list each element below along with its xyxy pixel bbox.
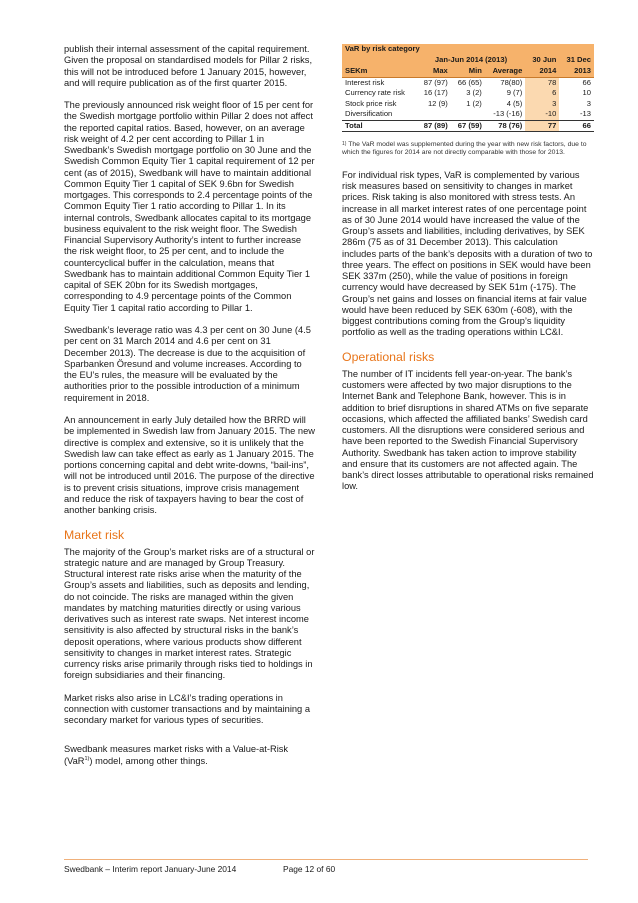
paragraph-market-risk-trading: Market risks also arise in LC&I’s trading operations in connection with customer transactions and by maintaining a secondary market for various types of securities.	[64, 692, 310, 726]
paragraph-risk-weight-floor: The previously announced risk weight floor of 15 per cent for the Swedish mortgage portfolio within Pillar 2 does not affect the reported capital ratios. Based, however, on an average risk weight of 4.2 per cent according to Pillar 1 in Swedbank’s Swedish mortgage portfolio on 30 June and the Swedish Common Equity Tier 1 capital requirement of 12 per cent (as of 2015), Swedbank will have to maintain additional Common Equity Tier 1 capital of SEK 9.6bn for Swedish mortgages. This corresponds to 2.4 percentage points of the Common Equity Tier 1 ratio according to Pillar 1. In its internal controls, Swedbank allocates capital to its mortgage business equivalent to the risk weight floor. The Swedish Financial Supervisory Authority’s intent to further increase the risk weight floor, to 25 per cent, and to include the countercyclical buffer in the calculation, means that Swedbank has to maintain additional Common Equity Tier 1 capital of SEK 20bn for its Swedish mortgages, corresponding to 4.9 percentage points of the Common Equity Tier 1 capital ratio according to Pillar 1.	[64, 100, 315, 313]
var-table-period-row	[342, 55, 594, 66]
var-table-period-header: Jan-Jun 2014 (2013)	[434, 55, 508, 65]
paragraph-leverage-ratio: Swedbank’s leverage ratio was 4.3 per cent on 30 June (4.5 per cent on 31 March 2014 and 4.6 per cent on 31 December 2013). The decrease is due to the acquisition of Sparbanken Öresund and volume increases. According to the EU’s rules, the measure will be evaluated by the authorities prior to the possible introduction of a minimum requirement in 2018.	[64, 325, 311, 403]
var-table-footnote	[342, 141, 594, 158]
right-column	[342, 44, 594, 504]
var-table-unit: SEKm	[342, 66, 417, 78]
operational-risks-heading: Operational risks	[342, 349, 435, 364]
var-intro-text-end: ) model, among other things.	[89, 755, 208, 766]
var-table-title: VaR by risk category	[345, 44, 420, 54]
var-footnote-ref: 1)	[84, 755, 90, 762]
table-total-row: Total 87 (89) 67 (59) 78 (76) 77 66	[342, 120, 594, 131]
var-table-col-30jun: 30 Jun	[532, 55, 557, 65]
var-table-col-max: Max	[417, 66, 451, 78]
var-table-title-row	[342, 44, 594, 55]
footnote-mark: 1)	[342, 141, 347, 148]
var-table-col-2014: 2014	[525, 66, 559, 78]
table-row: Interest risk 87 (97) 66 (65) 78(80) 78 66	[345, 78, 591, 87]
var-table-col-avg: Average	[485, 66, 525, 78]
paragraph-market-risk-structure: The majority of the Group’s market risks are of a structural or strategic nature and are managed by Group Treasury. Structural interest rate risks arise when the maturity of the Group’s assets and liabilities, such as deposits and lending, do not coincide. The risks are managed within the given mandates by matching maturities directly or using various derivatives such as interest rate swaps. Net interest income sensitivity is also affected by structural risks in the bank’s deposit operations, where various products show different sensitivity to changes in market interest rates. Strategic currency risks arise primarily through risks tied to holdings in foreign subsidiaries and their financing.	[64, 546, 315, 681]
footer-report-name: Swedbank – Interim report January-June 2014	[64, 864, 237, 874]
footer-page-number: Page 12 of 60	[283, 864, 336, 874]
var-table-header-row	[342, 66, 594, 78]
paragraph-operational-risks: The number of IT incidents fell year-on-year. The bank’s customers were affected by two major disruptions to the Internet Bank and Telephone Bank, however. This is in addition to brief disruptions in shared ATMs on five separate occasions, which affected the affiliated banks’ Swedish card customers. All the disruptions were considered serious and have been reported to the Swedish Financial Supervisory Authority. Swedbank has taken action to improve stability and ensure that its customers are not affected again. The bank’s direct losses attributable to operational risks remained low.	[342, 368, 594, 492]
var-table-col-2013: 2013	[559, 66, 594, 78]
paragraph-var-intro	[64, 744, 316, 767]
footer-divider	[64, 859, 588, 860]
market-risk-heading: Market risk	[64, 527, 125, 542]
var-table-col-31dec: 31 Dec	[566, 55, 591, 65]
table-row: Diversification -13 (-16) -10 -13	[345, 109, 591, 119]
footnote-text: The VaR model was supplemented during the year with new risk factors, due to which the figures for 2014 are not directly comparable with those for 2013.	[342, 141, 587, 157]
paragraph-pillar2-publication: publish their internal assessment of the capital requirement. Given the proposal on standardised models for Pillar 2 risks, this will not be introduced before 1 January 2015, however, and will require publication as of the first quarter 2015.	[64, 44, 313, 88]
left-column	[64, 44, 316, 778]
var-table	[342, 44, 594, 132]
var-intro-text: Swedbank measures market risks with a Value-at-Risk (VaR	[64, 744, 289, 766]
paragraph-sensitivity: For individual risk types, VaR is complemented by various risk measures based on sensitivity to changes in market prices. Risk taking is also monitored with stress tests. An increase in all market interest rates of one percentage point as of 30 June 2014 would have increased the value of the Group’s assets and liabilities, including derivatives, by SEK 286m (75 as of 31 December 2013). This calculation includes parts of the bank’s deposits with a duration of two to three years. The effect on positions in SEK would have been SEK 337m (250), while the value of positions in foreign currency would have decreased by SEK 51m (-175). The Group’s net gains and losses on financial items at fair value would have been reduced by SEK 630m (-608), with the biggest contributions coming from the Group’s liquidity portfolio as well as the trading operations within LC&I.	[342, 169, 593, 338]
var-table-col-min: Min	[451, 66, 485, 78]
table-row: Currency rate risk 16 (17) 3 (2) 9 (7) 6 10	[345, 88, 591, 98]
paragraph-brrd: An announcement in early July detailed how the BRRD will be implemented in Swedish law from January 2015. The new directive is complex and extensive, so it is unlikely that the Swedish law can take effect as early as 1 January 2015. The portions concerning capital and debt write-downs, “bail-ins”, will not be introduced until 2016. The purpose of the directive is to prevent crisis situations, improve crisis management and reduce the risk of taxpayers having to bear the cost of another banking crisis.	[64, 415, 315, 516]
table-row: Stock price risk 12 (9) 1 (2) 4 (5) 3 3	[345, 98, 591, 108]
